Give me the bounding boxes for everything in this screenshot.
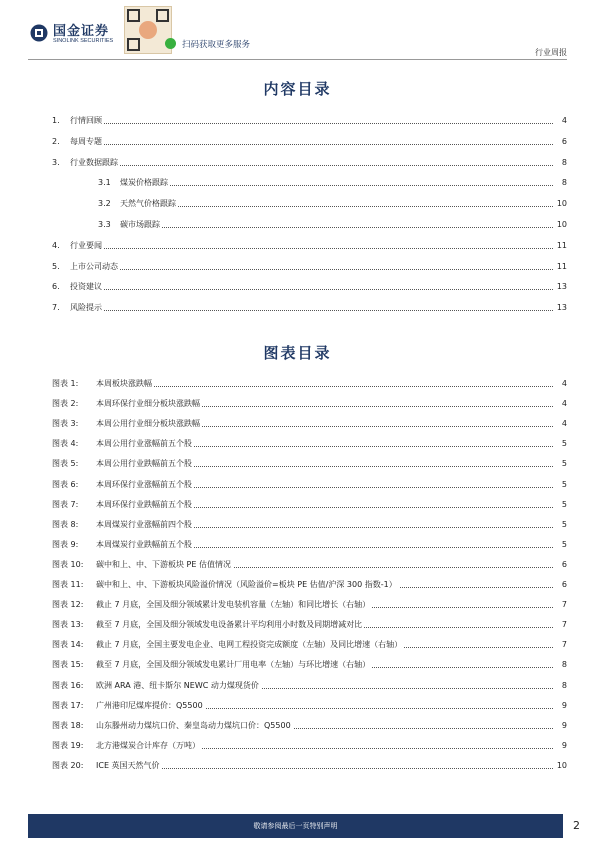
toc-entry[interactable] [52,302,567,314]
toc-entry-number: 1. [52,116,60,125]
toc-entry[interactable] [52,115,567,127]
scan-for-services-text: 扫码获取更多服务 [182,40,251,50]
figures-title: 图表目录 [263,344,332,362]
dot-leader [70,165,553,166]
figure-entry-label: 本周环保行业细分板块涨跌幅 [96,399,200,409]
toc-entry-label: 投资建议 [70,282,102,292]
dot-leader [70,269,553,270]
figure-entry-label: 北方港煤炭合计库存（万吨） [96,740,200,750]
header-divider [28,59,567,60]
toc-entry-number: 5. [52,261,60,271]
dot-leader [120,206,553,207]
page-ref: 7 [561,640,567,650]
figure-entry-number: 图表 19: [52,740,84,750]
figure-entry-label: 本周环保行业跌幅前五个股 [96,499,192,509]
toc-entry[interactable] [52,198,567,210]
figure-entry-number: 图表 3: [52,419,79,429]
page-ref: 11 [556,240,567,250]
figure-entry[interactable] [52,438,567,450]
figure-entry[interactable] [52,539,567,551]
toc-entry-number: 3.3 [98,220,111,229]
figure-entry-number: 图表 11: [52,580,84,589]
figure-entry[interactable] [52,700,567,712]
qr-code-icon [124,6,172,54]
toc-entry-label: 行业要闻 [70,240,102,250]
page-ref: 10 [556,760,567,770]
figure-entry-label: 欧洲 ARA 港、纽卡斯尔 NEWC 动力煤现货价 [96,680,259,690]
figure-entry-label: 截止 7 月底，全国及细分领域累计发电装机容量（左轴）和同比增长（右轴） [96,600,371,610]
toc-entry[interactable] [52,177,567,189]
toc-entry-label: 每周专题 [70,136,102,146]
figure-entry-number: 图表 20: [52,760,84,770]
figure-entry-label: ICE 英国天然气价 [96,760,160,770]
page-ref: 9 [561,700,567,710]
figure-entry-number: 图表 7: [52,499,79,509]
toc-entry-number: 2. [52,136,60,146]
figure-entry[interactable] [52,599,567,611]
page-ref: 5 [561,499,567,509]
figure-entry-label: 本周环保行业涨幅前五个股 [96,479,192,489]
toc-entry[interactable] [52,157,567,169]
figure-entry[interactable] [52,659,567,671]
toc-entry[interactable] [52,240,567,252]
figure-entry[interactable] [52,479,567,491]
figure-entry-number: 图表 4: [52,439,79,449]
dot-leader [70,289,553,290]
toc-title: 内容目录 [263,80,332,98]
page-ref: 9 [561,720,567,730]
figure-entry-label: 本周公用行业涨幅前五个股 [96,439,192,449]
figure-entry[interactable] [52,519,567,531]
figure-entry[interactable] [52,579,567,591]
sinolink-logo-icon [30,24,48,42]
page-number: 2 [573,819,580,832]
figure-entry-label: 碳中和上、中、下游板块 PE 估值情况 [96,559,231,569]
toc-entry-label: 煤炭价格跟踪 [120,178,168,188]
figure-entry-number: 图表 10: [52,559,84,569]
page-ref: 6 [561,580,567,589]
page-ref: 7 [561,620,567,630]
toc-entry-number: 4. [52,240,60,250]
figure-entry[interactable] [52,740,567,752]
figure-entry-number: 图表 8: [52,519,79,529]
figure-entry[interactable] [52,418,567,430]
figure-entry-label: 截至 7 月底，全国及细分领域发电累计厂用电率（左轴）与环比增速（右轴） [96,660,371,670]
dot-leader [70,123,553,124]
figure-entry-label: 本周公用行业细分板块涨跌幅 [96,419,200,429]
figure-entry[interactable] [52,720,567,732]
toc-entry[interactable] [52,261,567,273]
toc-entry-number: 3.2 [98,199,111,209]
figure-entry-label: 本周煤炭行业涨幅前四个股 [96,519,192,529]
page-ref: 8 [561,178,567,188]
page-ref: 6 [561,136,567,146]
figure-entry[interactable] [52,760,567,772]
dot-leader [96,386,553,387]
page-ref: 5 [561,459,567,469]
figure-entry-number: 图表 17: [52,700,84,710]
figure-entry-number: 图表 18: [52,720,84,730]
figure-entry-number: 图表 9: [52,539,79,549]
figure-entry-label: 截至 7 月底，全国及细分领域发电设备累计平均利用小时数及同期增减对比 [96,620,363,630]
page-ref: 8 [561,680,567,690]
dot-leader [70,310,553,311]
page-ref: 11 [556,261,567,271]
figure-entry-number: 图表 5: [52,459,79,469]
page-ref: 8 [561,660,567,670]
figure-entry[interactable] [52,458,567,470]
figure-entry[interactable] [52,499,567,511]
dot-leader [70,144,553,145]
page-footer [0,814,595,841]
toc-entry[interactable] [52,219,567,231]
toc-entry-number: 3. [52,157,60,167]
toc-entry-label: 天然气价格跟踪 [120,199,176,209]
figure-entry-label: 广州港印尼煤库提价：Q5500 [96,700,203,710]
dot-leader [120,227,553,228]
figure-entry[interactable] [52,398,567,410]
figure-entry[interactable] [52,680,567,692]
logo-company-name: 国金证券 [53,24,110,39]
page-ref: 4 [561,399,567,409]
wechat-icon [165,38,176,49]
dot-leader [96,768,553,769]
page-ref: 13 [556,303,567,313]
report-type-label: 行业周报 [535,48,567,57]
page-ref: 4 [561,419,567,429]
figure-entry-number: 图表 16: [52,680,84,690]
figure-entry[interactable] [52,619,567,631]
figure-entry-label: 截止 7 月底，全国主要发电企业、电网工程投资完成额度（左轴）及同比增速（右轴） [96,640,403,650]
figure-entry-number: 图表 6: [52,479,79,489]
page-ref: 4 [561,379,567,388]
page-ref: 4 [561,116,567,125]
page-ref: 5 [561,479,567,489]
toc-entry-number: 3.1 [98,178,111,188]
figure-entry[interactable] [52,559,567,571]
toc-entry[interactable] [52,136,567,148]
page-ref: 10 [556,220,567,229]
page-ref: 5 [561,539,567,549]
toc-entry-label: 风险提示 [70,303,102,313]
toc-entry-label: 碳市场跟踪 [120,220,160,229]
figure-entry-label: 碳中和上、中、下游板块风险溢价情况（风险溢价=板块 PE 估值/沪深 300 指数-1） [96,580,397,589]
figure-entry-number: 图表 12: [52,600,84,610]
toc-entry-label: 行业数据跟踪 [70,157,118,167]
page-ref: 5 [561,519,567,529]
figure-entry-number: 图表 14: [52,640,84,650]
figure-entry-number: 图表 13: [52,620,84,630]
footer-disclaimer: 敬请参阅最后一页特别声明 [253,822,338,830]
page-ref: 10 [556,199,567,209]
toc-entry-label: 行情回顾 [70,116,102,125]
dot-leader [120,185,553,186]
figure-entry-number: 图表 2: [52,399,79,409]
page-ref: 7 [561,600,567,610]
figure-entry-label: 本周板块涨跌幅 [96,379,152,388]
page-ref: 8 [561,157,567,167]
toc-entry-number: 7. [52,303,60,313]
page-ref: 13 [556,282,567,292]
page-ref: 5 [561,439,567,449]
figure-entry-label: 本周煤炭行业跌幅前五个股 [96,539,192,549]
figure-entry-label: 山东滕州动力煤坑口价、秦皇岛动力煤坑口价：Q5500 [96,720,291,730]
page-ref: 9 [561,740,567,750]
figure-entry[interactable] [52,378,567,390]
toc-entry-label: 上市公司动态 [70,261,118,271]
page-header [0,0,595,70]
figure-entry[interactable] [52,639,567,651]
dot-leader [70,248,553,249]
page-ref: 6 [561,559,567,569]
toc-entry-number: 6. [52,282,60,292]
footer-bar [28,814,563,838]
figure-entry-number: 图表 1: [52,379,79,388]
toc-entry[interactable] [52,281,567,293]
figure-entry-label: 本周公用行业跌幅前五个股 [96,459,192,469]
logo-company-name-en: SINOLINK SECURITIES [53,38,114,44]
figure-entry-number: 图表 15: [52,660,84,670]
